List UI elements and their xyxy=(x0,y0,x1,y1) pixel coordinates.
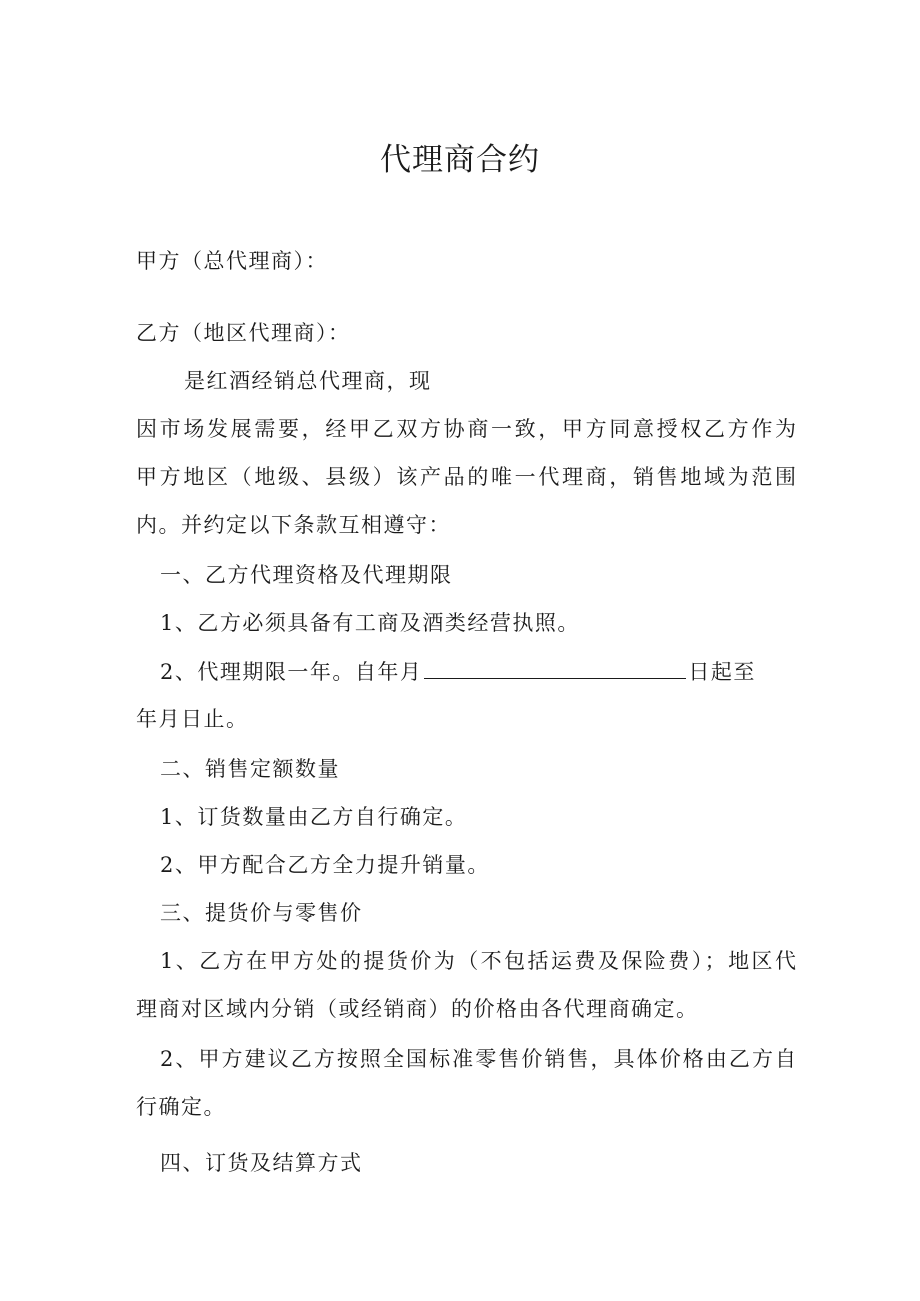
intro-line-1: 是红酒经销总代理商，现 xyxy=(184,369,432,393)
party-b-label: 乙方（地区代理商）： xyxy=(136,321,351,345)
section1-heading: 一、乙方代理资格及代理期限 xyxy=(160,563,453,587)
intro-line-2: 因市场发展需要，经甲乙双方协商一致，甲方同意授权乙方作为 xyxy=(136,417,796,441)
section1-item2 xyxy=(160,656,820,687)
section2-heading: 二、销售定额数量 xyxy=(160,757,340,781)
party-a-label: 甲方（总代理商）： xyxy=(136,249,328,273)
section3-item2-line2: 行确定。 xyxy=(136,1095,226,1119)
section2-item2: 2、甲方配合乙方全力提升销量。 xyxy=(160,853,490,877)
section3-item2-line1: 2、甲方建议乙方按照全国标准零售价销售，具体价格由乙方自 xyxy=(160,1047,796,1071)
section1-item1: 1、乙方必须具备有工商及酒类经营执照。 xyxy=(160,611,580,635)
section3-heading: 三、提货价与零售价 xyxy=(160,901,363,925)
section1-item2-before: 2、代理期限一年。自年月 xyxy=(160,660,423,684)
section1-item2-after: 日起至 xyxy=(688,660,756,684)
intro-line-3: 甲方地区（地级、县级）该产品的唯一代理商，销售地域为范围 xyxy=(136,465,796,489)
section3-item1-line2: 理商对区域内分销（或经销商）的价格由各代理商确定。 xyxy=(136,997,699,1021)
intro-line-4: 内。并约定以下条款互相遵守： xyxy=(136,513,451,537)
document-title: 代理商合约 xyxy=(380,142,540,178)
section4-heading: 四、订货及结算方式 xyxy=(160,1151,363,1175)
date-blank-field xyxy=(424,656,686,679)
section2-item1: 1、订货数量由乙方自行确定。 xyxy=(160,805,468,829)
section3-item1-line1: 1、乙方在甲方处的提货价为（不包括运费及保险费）；地区代 xyxy=(160,949,796,973)
section1-item2-cont: 年月日止。 xyxy=(136,707,249,731)
